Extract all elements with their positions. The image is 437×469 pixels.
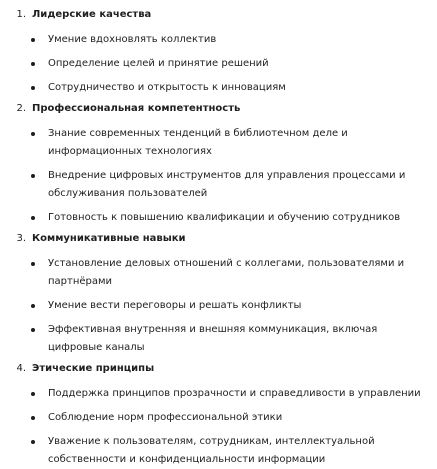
list-item-text: Умение вести переговоры и решать конфликты — [48, 300, 302, 311]
section-heading — [0, 5, 437, 25]
list-item — [0, 55, 437, 73]
section-number: 1. — [16, 9, 26, 20]
section-number: 2. — [16, 103, 26, 114]
section-title: Этические принципы — [32, 363, 155, 374]
list-item — [0, 125, 437, 161]
list-item — [0, 433, 437, 469]
list-item-text: Внедрение цифровых инструментов для управления процессами и обслуживания пользователей — [48, 170, 406, 199]
section-title: Коммуникативные навыки — [32, 233, 186, 244]
list-item — [0, 297, 437, 315]
list-item-text: Установление деловых отношений с коллегами, пользователями и партнёрами — [48, 258, 405, 287]
bullet-list — [0, 385, 437, 469]
bullet-icon — [31, 262, 35, 266]
section-ethical-principles — [0, 359, 437, 469]
list-item-text: Сотрудничество и открытость к инновациям — [48, 82, 286, 93]
list-item — [0, 209, 437, 227]
bullet-icon — [31, 174, 35, 178]
section-communication-skills — [0, 229, 437, 357]
bullet-icon — [31, 216, 35, 220]
bullet-list — [0, 255, 437, 357]
list-item-text: Знание современных тенденций в библиотечном деле и информационных технологиях — [48, 128, 348, 157]
section-leadership — [0, 5, 437, 97]
section-number: 4. — [16, 363, 26, 374]
list-item — [0, 385, 437, 403]
bullet-icon — [31, 86, 35, 90]
section-heading — [0, 359, 437, 379]
list-item — [0, 31, 437, 49]
list-item-text: Готовность к повышению квалификации и обучению сотрудников — [48, 212, 401, 223]
list-item — [0, 167, 437, 203]
list-item-text: Эффективная внутренняя и внешняя коммуникация, включая цифровые каналы — [48, 324, 378, 353]
bullet-icon — [31, 304, 35, 308]
bullet-list — [0, 125, 437, 227]
section-title: Лидерские качества — [32, 9, 152, 20]
bullet-icon — [31, 440, 35, 444]
list-item-text: Определение целей и принятие решений — [48, 58, 269, 69]
section-number: 3. — [16, 233, 26, 244]
section-heading — [0, 229, 437, 249]
section-professional-competence — [0, 99, 437, 227]
bullet-list — [0, 31, 437, 97]
bullet-icon — [31, 132, 35, 136]
section-heading — [0, 99, 437, 119]
list-item-text: Уважение к пользователям, сотрудникам, интеллектуальной собственности и конфиденциальности информации — [48, 436, 375, 465]
list-item — [0, 321, 437, 357]
list-item — [0, 255, 437, 291]
list-item-text: Поддержка принципов прозрачности и справедливости в управлении — [48, 388, 421, 399]
bullet-icon — [31, 328, 35, 332]
list-item-text: Умение вдохновлять коллектив — [48, 34, 217, 45]
list-item-text: Соблюдение норм профессиональной этики — [48, 412, 283, 423]
bullet-icon — [31, 38, 35, 42]
bullet-icon — [31, 62, 35, 66]
list-item — [0, 79, 437, 97]
bullet-icon — [31, 392, 35, 396]
list-item — [0, 409, 437, 427]
section-title: Профессиональная компетентность — [32, 103, 241, 114]
